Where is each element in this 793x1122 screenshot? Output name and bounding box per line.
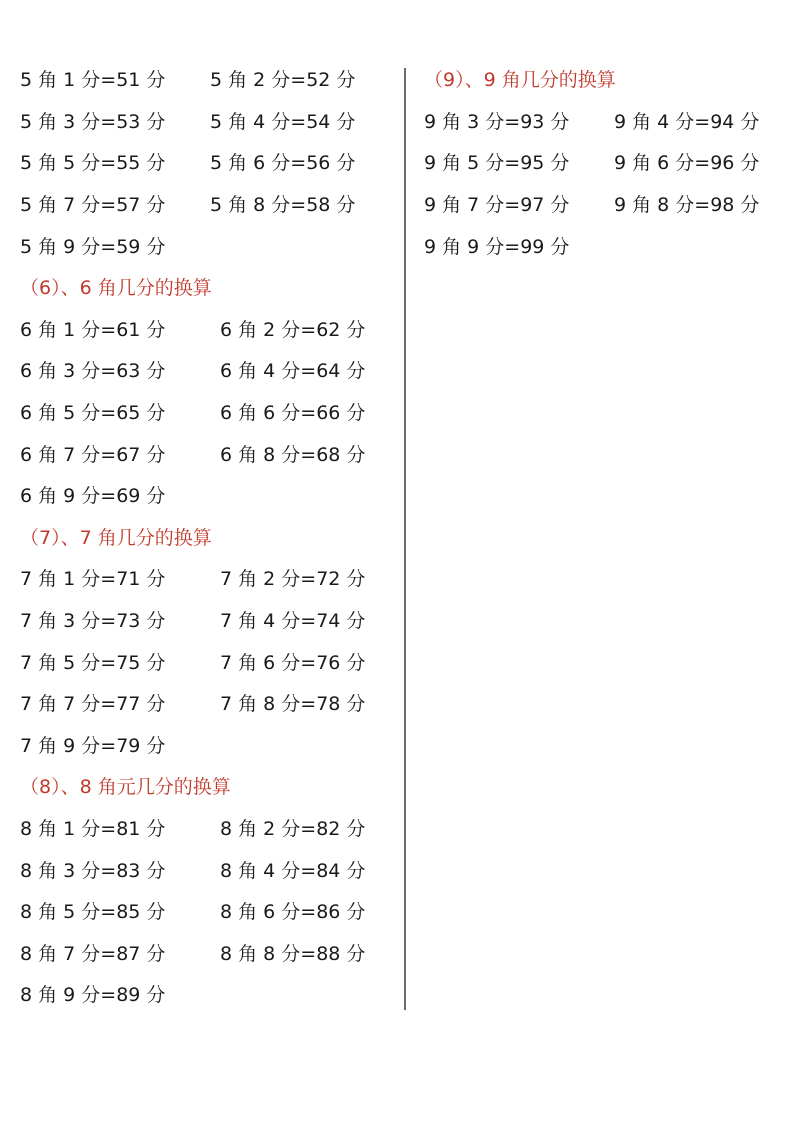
conversion-item: 5 角 7 分=57 分 bbox=[20, 194, 166, 217]
conversion-item: 7 角 9 分=79 分 bbox=[20, 734, 166, 757]
conversion-item: 5 角 4 分=54 分 bbox=[210, 110, 356, 133]
conversion-row bbox=[20, 224, 390, 266]
conversion-item: 5 角 6 分=56 分 bbox=[210, 152, 356, 175]
conversion-row bbox=[424, 224, 784, 266]
conversion-item: 7 角 3 分=73 分 bbox=[20, 610, 166, 633]
conversion-row bbox=[20, 848, 390, 890]
conversion-item: 6 角 1 分=61 分 bbox=[20, 318, 166, 341]
conversion-row bbox=[20, 308, 390, 350]
conversion-item: 5 角 9 分=59 分 bbox=[20, 235, 166, 258]
left-column bbox=[20, 58, 390, 1015]
conversion-item: 5 角 1 分=51 分 bbox=[20, 69, 166, 92]
conversion-item: 7 角 1 分=71 分 bbox=[20, 568, 166, 591]
conversion-item: 9 角 9 分=99 分 bbox=[424, 235, 570, 258]
column-divider bbox=[404, 68, 406, 1010]
conversion-item: 6 角 6 分=66 分 bbox=[220, 402, 366, 425]
conversion-row bbox=[20, 973, 390, 1015]
conversion-item: 8 角 8 分=88 分 bbox=[220, 942, 366, 965]
section-heading: （6）、6 角几分的换算 bbox=[20, 277, 212, 300]
conversion-item: 8 角 1 分=81 分 bbox=[20, 817, 166, 840]
conversion-row bbox=[20, 474, 390, 516]
conversion-row bbox=[424, 100, 784, 142]
conversion-item: 8 角 2 分=82 分 bbox=[220, 817, 366, 840]
conversion-row bbox=[20, 183, 390, 225]
conversion-item: 7 角 2 分=72 分 bbox=[220, 568, 366, 591]
conversion-row bbox=[20, 100, 390, 142]
conversion-row bbox=[20, 640, 390, 682]
conversion-row bbox=[20, 391, 390, 433]
conversion-row bbox=[20, 807, 390, 849]
conversion-item: 8 角 7 分=87 分 bbox=[20, 942, 166, 965]
conversion-item: 6 角 2 分=62 分 bbox=[220, 318, 366, 341]
conversion-item: 6 角 5 分=65 分 bbox=[20, 402, 166, 425]
section-heading: （9）、9 角几分的换算 bbox=[424, 69, 616, 92]
conversion-item: 7 角 8 分=78 分 bbox=[220, 693, 366, 716]
conversion-row bbox=[20, 890, 390, 932]
conversion-row bbox=[424, 183, 784, 225]
section-heading: （8）、8 角元几分的换算 bbox=[20, 776, 231, 799]
conversion-row bbox=[20, 682, 390, 724]
conversion-item: 9 角 8 分=98 分 bbox=[614, 194, 760, 217]
conversion-item: 5 角 3 分=53 分 bbox=[20, 110, 166, 133]
conversion-item: 5 角 8 分=58 分 bbox=[210, 194, 356, 217]
conversion-row bbox=[20, 58, 390, 100]
conversion-item: 8 角 3 分=83 分 bbox=[20, 859, 166, 882]
conversion-item: 7 角 7 分=77 分 bbox=[20, 693, 166, 716]
conversion-row bbox=[20, 349, 390, 391]
conversion-item: 8 角 4 分=84 分 bbox=[220, 859, 366, 882]
conversion-item: 9 角 6 分=96 分 bbox=[614, 152, 760, 175]
conversion-row bbox=[20, 724, 390, 766]
conversion-item: 8 角 6 分=86 分 bbox=[220, 901, 366, 924]
conversion-item: 6 角 7 分=67 分 bbox=[20, 443, 166, 466]
conversion-item: 9 角 5 分=95 分 bbox=[424, 152, 570, 175]
conversion-item: 9 角 7 分=97 分 bbox=[424, 194, 570, 217]
right-column bbox=[424, 58, 784, 266]
conversion-item: 6 角 3 分=63 分 bbox=[20, 360, 166, 383]
conversion-item: 5 角 2 分=52 分 bbox=[210, 69, 356, 92]
conversion-item: 9 角 3 分=93 分 bbox=[424, 110, 570, 133]
conversion-row bbox=[424, 141, 784, 183]
conversion-item: 9 角 4 分=94 分 bbox=[614, 110, 760, 133]
conversion-item: 8 角 9 分=89 分 bbox=[20, 984, 166, 1007]
conversion-item: 5 角 5 分=55 分 bbox=[20, 152, 166, 175]
conversion-row bbox=[20, 599, 390, 641]
conversion-row bbox=[20, 432, 390, 474]
conversion-item: 7 角 4 分=74 分 bbox=[220, 610, 366, 633]
conversion-item: 7 角 6 分=76 分 bbox=[220, 651, 366, 674]
conversion-row bbox=[20, 141, 390, 183]
conversion-item: 6 角 4 分=64 分 bbox=[220, 360, 366, 383]
conversion-item: 8 角 5 分=85 分 bbox=[20, 901, 166, 924]
conversion-row bbox=[20, 931, 390, 973]
section-heading: （7）、7 角几分的换算 bbox=[20, 526, 212, 549]
conversion-item: 7 角 5 分=75 分 bbox=[20, 651, 166, 674]
conversion-item: 6 角 9 分=69 分 bbox=[20, 485, 166, 508]
conversion-row bbox=[20, 557, 390, 599]
conversion-item: 6 角 8 分=68 分 bbox=[220, 443, 366, 466]
